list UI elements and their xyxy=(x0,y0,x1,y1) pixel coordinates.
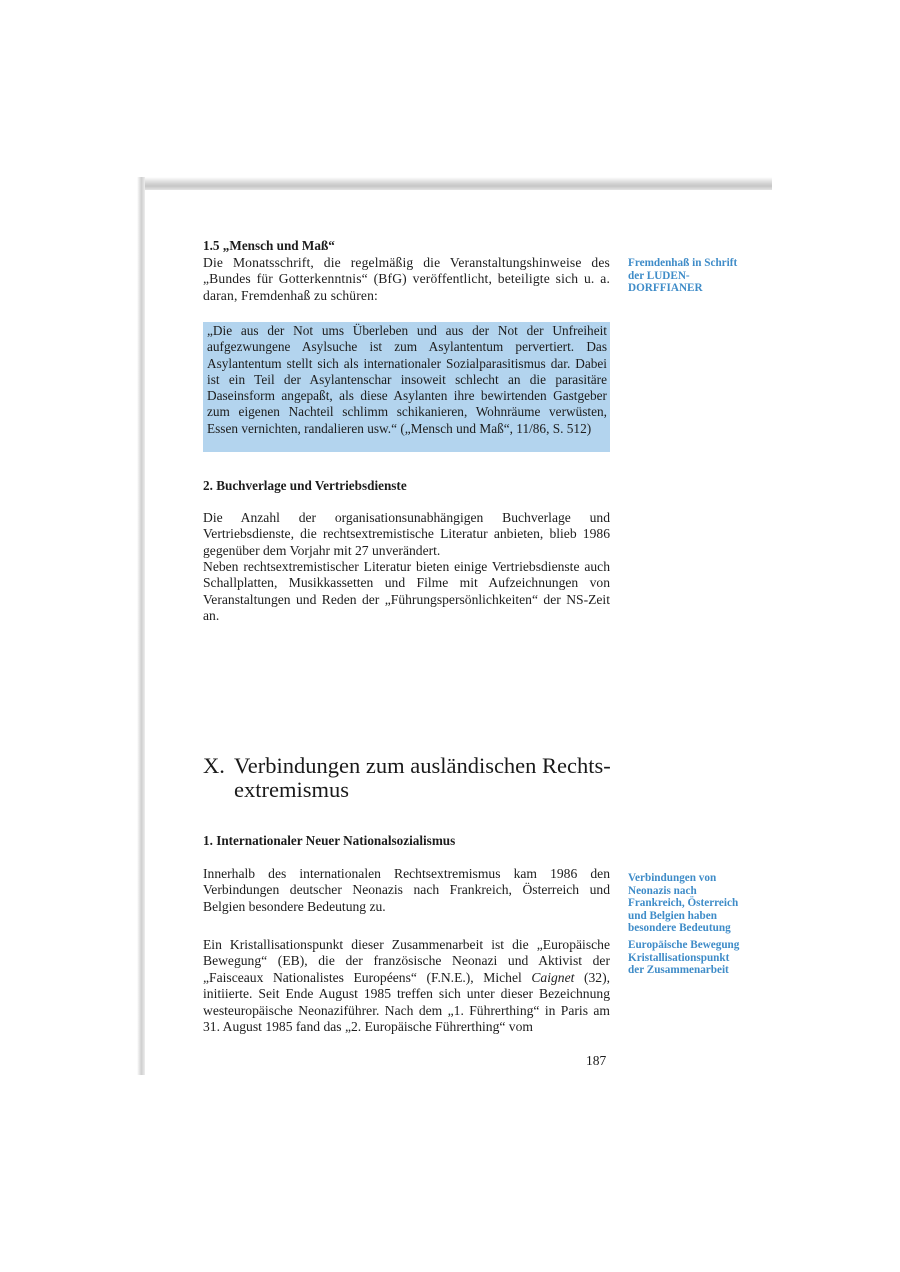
paragraph-text-after-name: (32), initiierte. Seit Ende August 1985 treffen sich unter dieser Bezeichnung westeuropäische Neonaziführer. Nach dem „1. Führerthing“ in Paris am 31. August 1985 fand das „2. Europäische Führerthing“ vom xyxy=(203,969,610,1035)
section-paragraph-mensch-und-mass: Die Monatsschrift, die regelmäßig die Veranstaltungshinweise des „Bundes für Gotterkenntnis“ (BfG) veröffentlicht, beteiligte sich u. a. daran, Fremdenhaß zu schüren: xyxy=(203,255,610,303)
section-heading-mensch-und-mass: 1.5 „Mensch und Maß“ xyxy=(203,238,335,253)
chapter-number: X. xyxy=(203,753,225,778)
section-heading-buchverlage: 2. Buchverlage und Vertriebsdienste xyxy=(203,478,407,493)
section-paragraph-buchverlage-1: Die Anzahl der organisationsunabhängigen Buchverlage und Vertriebsdienste, die rechtsextremistische Literatur anbieten, blieb 1986 gegenüber dem Vorjahr mit 27 unverändert. xyxy=(203,510,610,558)
paragraph-text-before-name: Ein Kristallisationspunkt dieser Zusammenarbeit ist die „Europäische Bewegung“ (EB), die der französische Neonazi und Aktivist der „Faisceaux Nationalistes Européens“ (F.N.E.), Michel xyxy=(203,937,610,985)
chapter-title-line-2: extremismus xyxy=(234,777,349,802)
margin-note-fremdenhass: Fremdenhaß in Schrift der LUDEN-DORFFIANER xyxy=(628,257,738,295)
person-name-italic: Caignet xyxy=(531,969,575,985)
margin-note-europaeische-bewegung: Europäische Bewegung Kristallisationspunkt der Zusammenarbeit xyxy=(628,939,740,977)
scan-edge-top xyxy=(137,177,772,191)
section-heading-internationaler-neuer-ns: 1. Internationaler Neuer Nationalsozialismus xyxy=(203,833,456,848)
scan-edge-left xyxy=(137,177,145,1075)
section-paragraph-internationaler-ns-2 xyxy=(203,937,610,1035)
margin-note-verbindungen: Verbindungen von Neonazis nach Frankreich, Österreich und Belgien haben besondere Bedeutung xyxy=(628,872,739,935)
page-number: 187 xyxy=(586,1053,607,1068)
section-paragraph-buchverlage-2: Neben rechtsextremistischer Literatur bieten einige Vertriebsdienste auch Schallplatten, Musikkassetten und Filme mit Aufzeichnungen von Veranstaltungen und Reden der „Führungspersönlichkeiten“ der NS-Zeit an. xyxy=(203,559,610,624)
block-quote: „Die aus der Not ums Überleben und aus der Not der Unfreiheit aufgezwungene Asylsuche ist zum Asylantentum pervertiert. Das Asylantentum stellt sich als internationaler Sozialparasitismus dar. Dabei ist ein Teil der Asylantenschar insoweit schlecht an die parasitäre Daseinsform angepaßt, als diese Asylanten ihre bewirtenden Gastgeber zum eigenen Nachteil schlimm schikanieren, Wohnräume verwüsten, Essen vernichten, randalieren usw.“ („Mensch und Maß“, 11/86, S. 512) xyxy=(207,323,607,436)
chapter-title-line-1: Verbindungen zum ausländischen Rechts- xyxy=(234,753,611,778)
section-paragraph-internationaler-ns-1: Innerhalb des internationalen Rechtsextremismus kam 1986 den Verbindungen deutscher Neonazis nach Frankreich, Österreich und Belgien besondere Bedeutung zu. xyxy=(203,866,610,914)
